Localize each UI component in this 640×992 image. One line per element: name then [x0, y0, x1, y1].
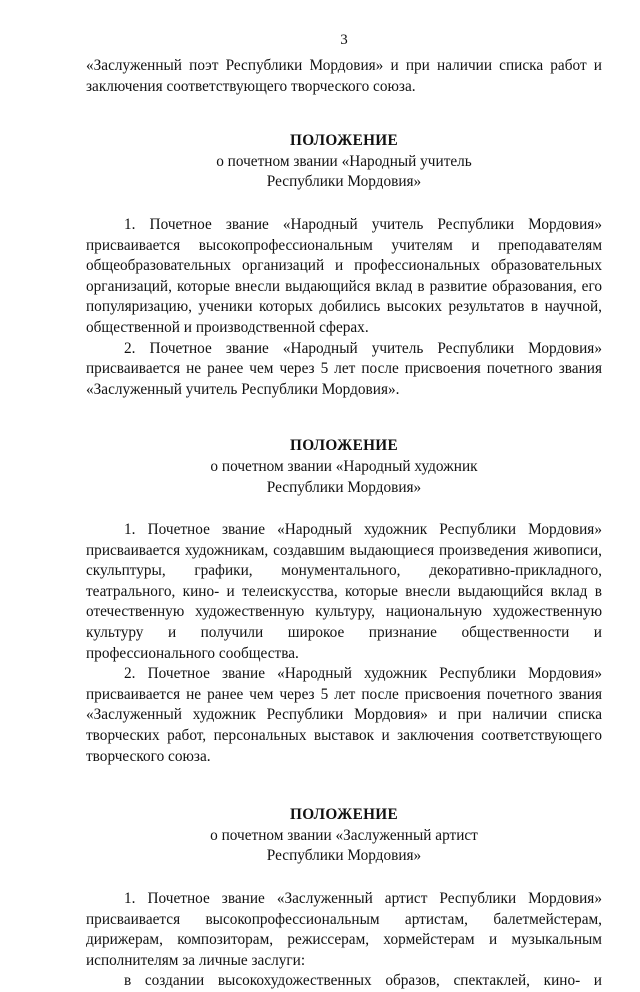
- section-title: ПОЛОЖЕНИЕ: [290, 437, 398, 455]
- paragraph: в создании высокохудожественных образов, спектаклей, кино- и: [124, 972, 602, 990]
- section-subtitle: Республики Мордовия»: [266, 173, 422, 191]
- section-subtitle: о почетном звании «Заслуженный артист: [210, 826, 478, 844]
- section-title: ПОЛОЖЕНИЕ: [290, 806, 398, 824]
- paragraph: 1. Почетное звание «Народный художник Республики Мордовия» присваивается художникам, создавшим выдающиеся произведения живописи, скульптуры, графики, монументального, декоративно-прикладного, театрального, кино- и телеискусства, которые внесли выдающийся вклад в отечественную художественную культуру, национальную художественную культуру и получили широкое признание общественности и профессионального сообщества.: [86, 521, 602, 662]
- paragraph: 2. Почетное звание «Народный учитель Республики Мордовия» присваивается не ранее чем через 5 лет после присвоения почетного звания «Заслуженный учитель Республики Мордовия».: [86, 339, 602, 398]
- paragraph: 1. Почетное звание «Народный учитель Республики Мордовия» присваивается высокопрофессиональным учителям и преподавателям общеобразовательных организаций и профессиональных образовательных организаций, которые внесли выдающийся вклад в развитие образования, его популяризацию, ученики которых добились высоких результатов в научной, общественной и производственной сферах.: [86, 215, 602, 336]
- document-page: [86, 30, 602, 992]
- section-subtitle: Республики Мордовия»: [266, 847, 422, 865]
- paragraph: 1. Почетное звание «Заслуженный артист Республики Мордовия» присваивается высокопрофессиональным артистам, балетмейстерам, дирижерам, композиторам, режиссерам, хормейстерам и музыкальным исполнителям за личные заслуги:: [86, 890, 602, 969]
- section-heading-teacher: [86, 131, 602, 193]
- intro-paragraph: «Заслуженный поэт Республики Мордовия» и при наличии списка работ и заключения соответствующего творческого союза.: [86, 57, 602, 95]
- paragraph: 2. Почетное звание «Народный художник Республики Мордовия» присваивается не ранее чем через 5 лет после присвоения почетного звания «Заслуженный художник Республики Мордовия» и при наличии списка творческих работ, персональных выставок и заключения соответствующего творческого союза.: [86, 665, 602, 765]
- section-subtitle: о почетном звании «Народный учитель: [216, 152, 472, 170]
- section-body-artist: [86, 520, 602, 767]
- section-title: ПОЛОЖЕНИЕ: [290, 132, 398, 150]
- page-number: 3: [340, 32, 348, 48]
- section-heading-artist: [86, 436, 602, 498]
- section-body-performer: [86, 889, 602, 992]
- section-body-teacher: [86, 215, 602, 400]
- section-heading-performer: [86, 805, 602, 867]
- section-subtitle: о почетном звании «Народный художник: [210, 457, 478, 475]
- section-subtitle: Республики Мордовия»: [266, 478, 422, 496]
